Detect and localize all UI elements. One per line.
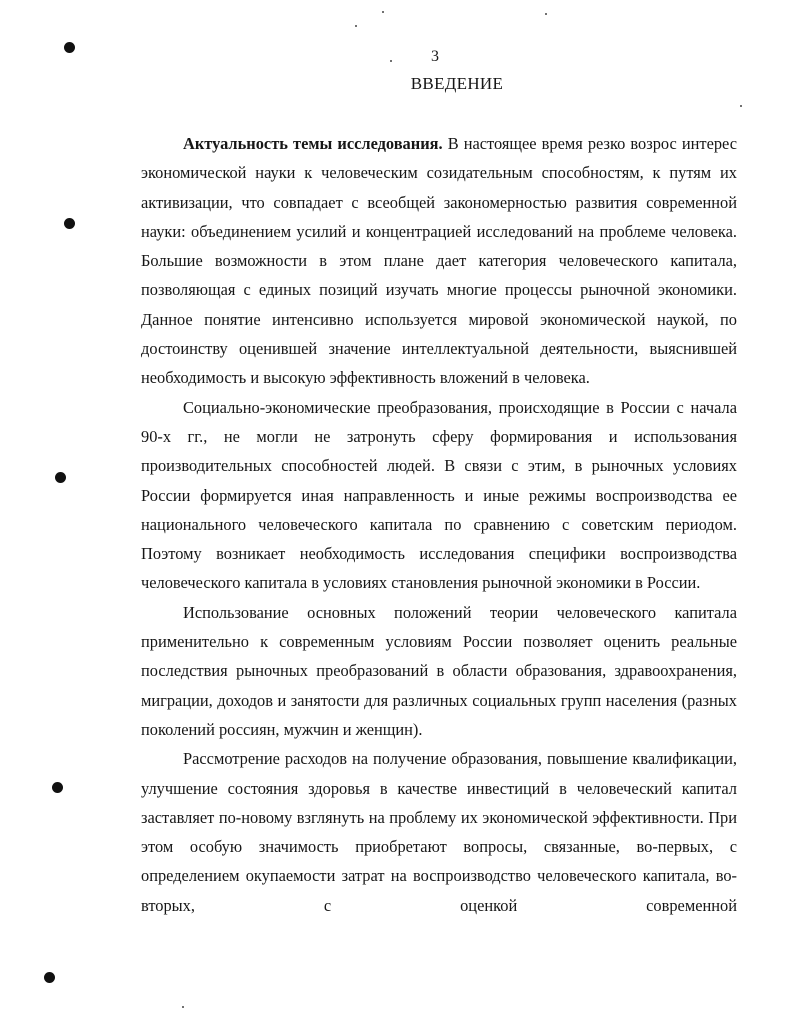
binder-hole (64, 218, 75, 229)
scan-speck (382, 11, 384, 13)
paragraph (141, 129, 737, 393)
document-body (141, 129, 737, 920)
paragraph-lead: Актуальность темы исследования. (183, 134, 443, 153)
paragraph: Использование основных положений теории человеческого капитала применительно к современным условиям России позволяет оценить реальные последствия рыночных преобразований в области образования, здравоохранения, миграции, доходов и занятости для различных социальных групп населения (разных поколений россиян, мужчин и женщин). (141, 602, 737, 739)
paragraph-text: В настоящее время резко возрос интерес экономической науки к человеческим созидательным способностям, к путям их активизации, что совпадает с всеобщей закономерностью развития современной науки: объединением усилий и концентрацией исследований на проблеме человека. Большие возможности в этом плане дает категория человеческого капитала, позволяющая с единых позиций изучать многие процессы рыночной экономики. Данное понятие интенсивно используется мировой экономической наукой, по достоинству оценившей значение интеллектуальной деятельности, выяснившей необходимость и высокую эффективность вложений в человека. (141, 134, 737, 388)
page-number: 3 (431, 48, 439, 65)
binder-hole (55, 472, 66, 483)
scan-speck (545, 13, 547, 15)
scan-speck (182, 1006, 184, 1008)
paragraph: Рассмотрение расходов на получение образования, повышение квалификации, улучшение состояния здоровья в качестве инвестиций в человеческий капитал заставляет по-новому взглянуть на проблему их экономической эффективности. При этом особую значимость приобретают вопросы, связанные, во-первых, с определением окупаемости затрат на воспроизводство человеческого капитала, во-вторых, с оценкой современной (141, 749, 737, 915)
paragraph: Социально-экономические преобразования, происходящие в России с начала 90-х гг., не могли не затронуть сферу формирования и использования производительных способностей людей. В связи с этим, в рыночных условиях России формируется иная направленность и иные режимы воспроизводства ее национального человеческого капитала по сравнению с советским периодом. Поэтому возникает необходимость исследования специфики воспроизводства человеческого капитала в условиях становления рыночной экономики в России. (141, 397, 737, 593)
scan-speck (740, 105, 742, 107)
binder-hole (44, 972, 55, 983)
page-title: ВВЕДЕНИЕ (410, 74, 504, 93)
binder-hole (52, 782, 63, 793)
binder-hole (64, 42, 75, 53)
scan-speck (355, 25, 357, 27)
scan-speck (390, 60, 392, 62)
